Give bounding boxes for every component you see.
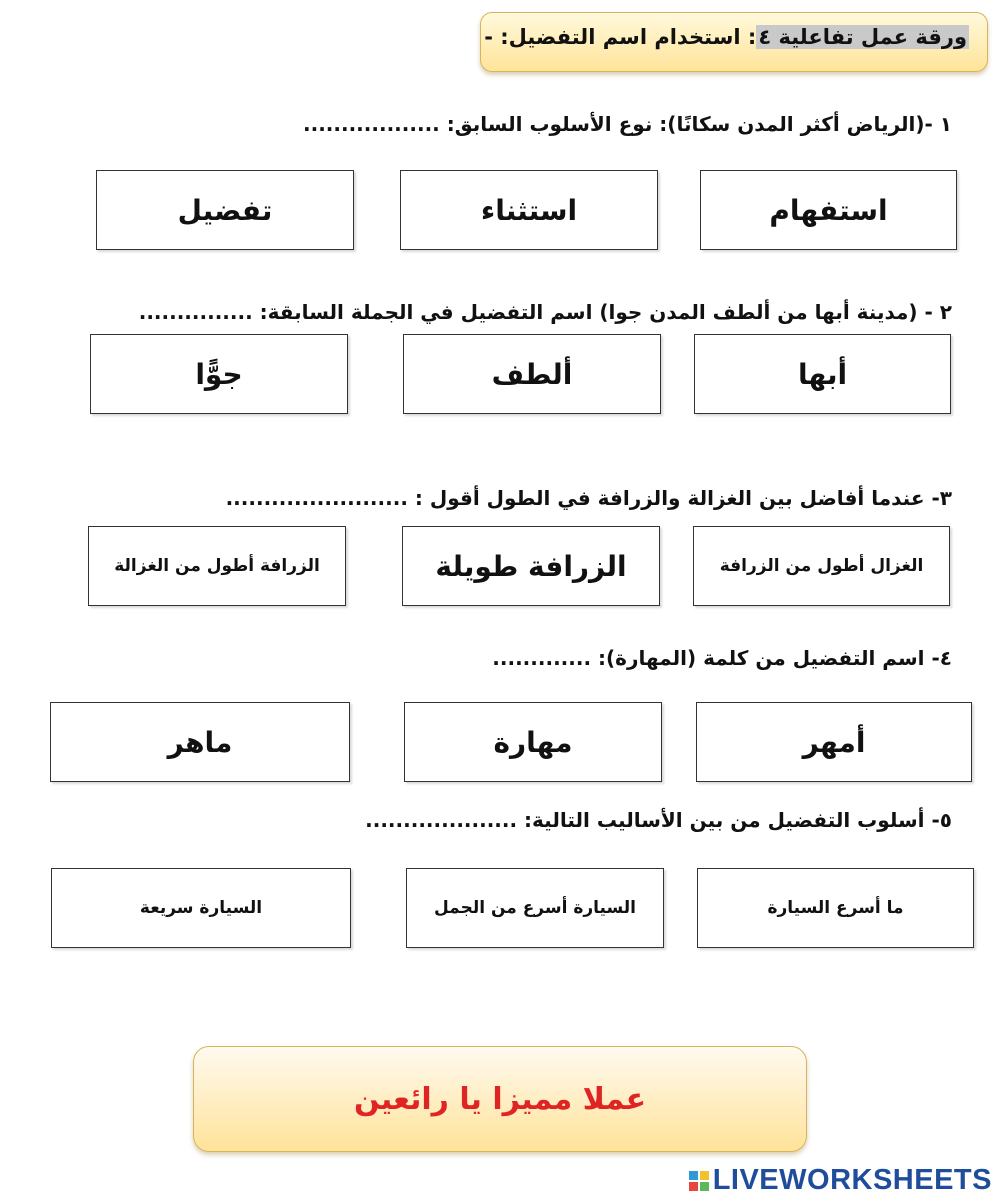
liveworksheets-logo	[689, 1164, 992, 1197]
q3-option-2[interactable]: الزرافة طويلة	[402, 526, 660, 606]
footer-message: عملا مميزا يا رائعين	[353, 1081, 647, 1117]
title-rest: : استخدام اسم التفضيل: -	[484, 25, 757, 49]
q2-option-1[interactable]: أبها	[694, 334, 951, 414]
q1-option-3[interactable]: تفضيل	[96, 170, 354, 250]
title-highlight: ورقة عمل تفاعلية ٤	[758, 25, 967, 49]
q2-option-2[interactable]: ألطف	[403, 334, 661, 414]
question-1: ١ -(الرياض أكثر المدن سكانًا): نوع الأسلوب السابق: ..................	[303, 112, 952, 136]
title-banner	[480, 12, 988, 72]
q2-option-3[interactable]: جوًّا	[90, 334, 348, 414]
q1-option-1[interactable]: استفهام	[700, 170, 957, 250]
footer-banner	[193, 1046, 807, 1152]
question-3: ٣- عندما أفاضل بين الغزالة والزرافة في الطول أقول : ........................	[225, 486, 952, 510]
worksheet-title	[484, 25, 969, 49]
logo-square-icon	[700, 1171, 709, 1180]
logo-square-icon	[700, 1182, 709, 1191]
question-4: ٤- اسم التفضيل من كلمة (المهارة): .............	[492, 646, 952, 670]
question-5: ٥- أسلوب التفضيل من بين الأساليب التالية: ....................	[365, 808, 952, 832]
q3-option-3[interactable]: الزرافة أطول من الغزالة	[88, 526, 346, 606]
q4-option-2[interactable]: مهارة	[404, 702, 662, 782]
question-2: ٢ - (مدينة أبها من ألطف المدن جوا) اسم التفضيل في الجملة السابقة: ...............	[138, 300, 952, 324]
q5-option-2[interactable]: السيارة أسرع من الجمل	[406, 868, 664, 948]
q5-option-3[interactable]: السيارة سريعة	[51, 868, 351, 948]
q1-option-2[interactable]: استثناء	[400, 170, 658, 250]
logo-square-icon	[689, 1182, 698, 1191]
q4-option-3[interactable]: ماهر	[50, 702, 350, 782]
q4-option-1[interactable]: أمهر	[696, 702, 972, 782]
liveworksheets-logo-icon	[689, 1171, 709, 1191]
q5-option-1[interactable]: ما أسرع السيارة	[697, 868, 974, 948]
brand-name: LIVEWORKSHEETS	[712, 1164, 992, 1196]
q3-option-1[interactable]: الغزال أطول من الزرافة	[693, 526, 950, 606]
logo-square-icon	[689, 1171, 698, 1180]
